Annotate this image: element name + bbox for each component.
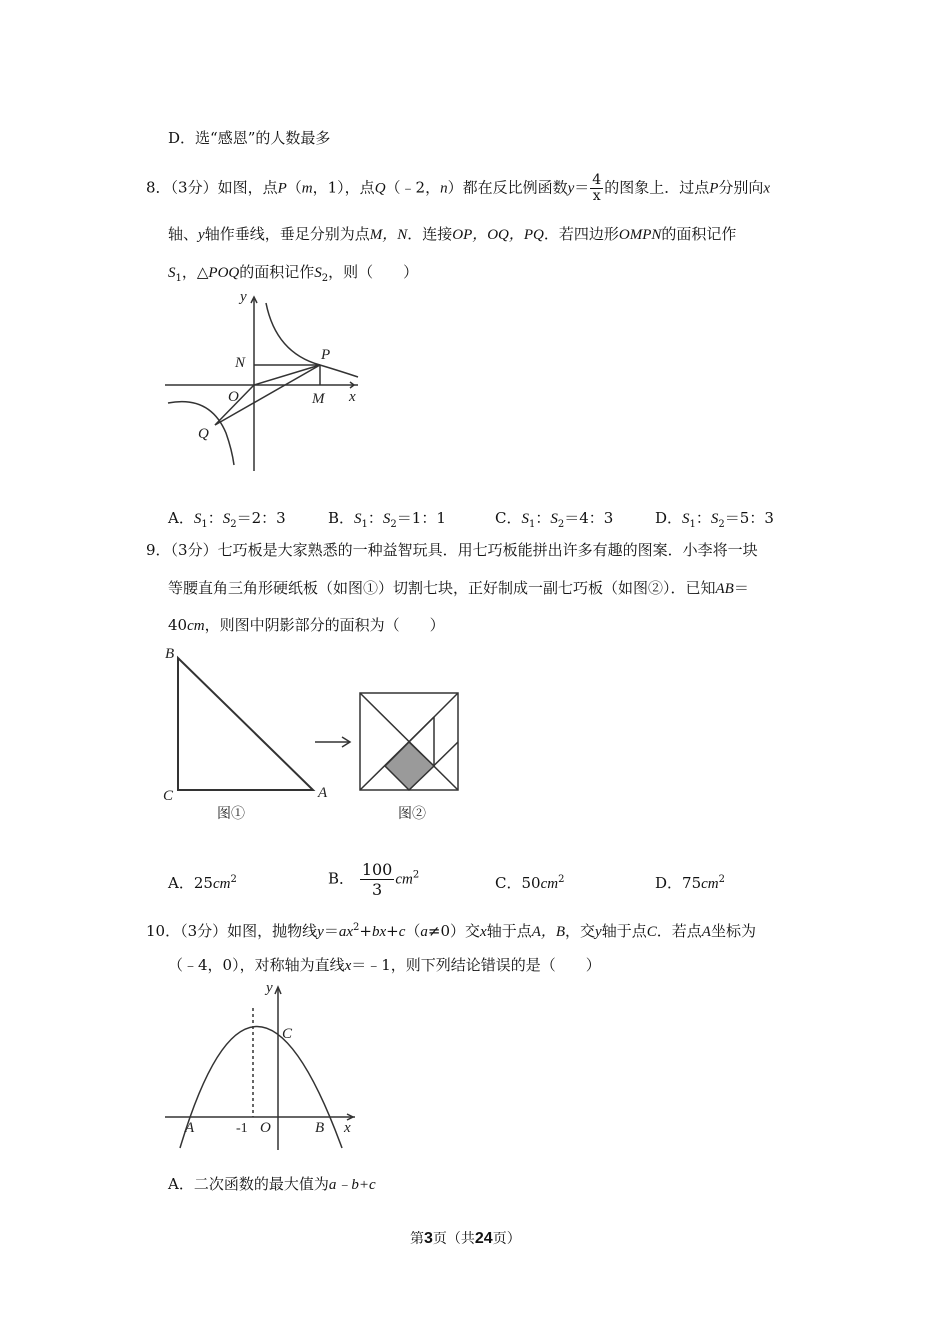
q10-label-b: B bbox=[315, 1120, 325, 1136]
q10-label-c: C bbox=[282, 1026, 293, 1042]
q9-option-a[interactable]: A．$25cm^2$ bbox=[168, 874, 237, 892]
q10-label-x: x bbox=[344, 1120, 351, 1136]
q9-option-b[interactable]: B． $\frac{100}{3}$ $cm^2$ bbox=[328, 860, 420, 899]
q9-label-a: A bbox=[318, 785, 328, 801]
q10-label-o: O bbox=[260, 1120, 271, 1136]
q8-label-y: y bbox=[240, 289, 247, 305]
q8-segment-op bbox=[254, 365, 320, 385]
q8-line-1: 8．（3分）如图，点P（m，1），点Q（﹣2，n）都在反比例函数y＝ $\frac{4}{x}$ 的图象上．过点P分别向x bbox=[146, 172, 771, 204]
page-footer: 第3页（共24页） bbox=[410, 1230, 521, 1247]
q10-label-a: A bbox=[185, 1120, 195, 1136]
q8-hyperbola-upper bbox=[266, 303, 358, 377]
q8-label-o: O bbox=[228, 389, 239, 405]
q8-label-x: x bbox=[349, 389, 356, 405]
q7-option-d: D．选“感恩”的人数最多 bbox=[168, 129, 331, 147]
q9-label-c: C bbox=[163, 788, 174, 804]
q9-figure bbox=[155, 640, 475, 825]
q8-option-d[interactable]: D．$S_1$：$S_2=5$：3 bbox=[655, 509, 774, 530]
q9-line-1: 9．（3分）七巧板是大家熟悉的一种益智玩具．用七巧板能拼出许多有趣的图案．小李将一块 bbox=[146, 541, 758, 559]
q8-option-b[interactable]: B．$S_1$：$S_2=1$：1 bbox=[328, 509, 446, 530]
q8-label-n: N bbox=[235, 355, 246, 371]
q9-line-2: 等腰直角三角形硬纸板（如图①）切割七块，正好制成一副七巧板（如图②）．已知AB＝ bbox=[168, 579, 749, 597]
q10-label-y: y bbox=[266, 980, 273, 996]
q8-option-a[interactable]: A．$S_1$：$S_2=2$：3 bbox=[168, 509, 286, 530]
q8-label-q: Q bbox=[198, 426, 209, 442]
q9-label-b: B bbox=[165, 646, 175, 662]
q9-option-c[interactable]: C．$50cm^2$ bbox=[495, 874, 565, 892]
q8-label-m: M bbox=[312, 391, 325, 407]
q8-line-3: $S_1$，△POQ的面积记作$S_2$，则（ ） bbox=[168, 263, 419, 284]
q9-option-d[interactable]: D．$75cm^2$ bbox=[655, 874, 725, 892]
q9-label-fig2: 图② bbox=[398, 807, 426, 822]
q10-line-1: 10．（3分）如图，抛物线$y=ax^2+bx+c(a\ne 0)$交x轴于点A，B，交y轴于点C．若点A坐标为 bbox=[146, 922, 756, 940]
q9-line-3: 40cm，则图中阴影部分的面积为（ ） bbox=[168, 616, 445, 634]
q10-label-neg1: -1 bbox=[236, 1121, 248, 1136]
q9-label-fig1: 图① bbox=[217, 807, 245, 822]
q8-line-2: 轴、y轴作垂线，垂足分别为点M，N．连接OP，OQ，PQ．若四边形OMPN的面积记作 bbox=[168, 225, 737, 243]
q8-figure bbox=[160, 285, 370, 480]
q9-triangle bbox=[178, 658, 313, 790]
q8-fraction: $\frac{4}{x}$ bbox=[592, 172, 602, 204]
q8-option-c[interactable]: C．$S_1$：$S_2=4$：3 bbox=[495, 509, 614, 530]
q10-line-2: （﹣4，0），对称轴为直线x＝﹣1，则下列结论错误的是（ ） bbox=[168, 956, 601, 974]
q9-shaded-square bbox=[385, 742, 434, 790]
q10-option-a[interactable]: A．二次函数的最大值为a﹣b+c bbox=[168, 1175, 376, 1193]
q10-figure bbox=[160, 980, 365, 1155]
q8-label-p: P bbox=[321, 347, 331, 363]
